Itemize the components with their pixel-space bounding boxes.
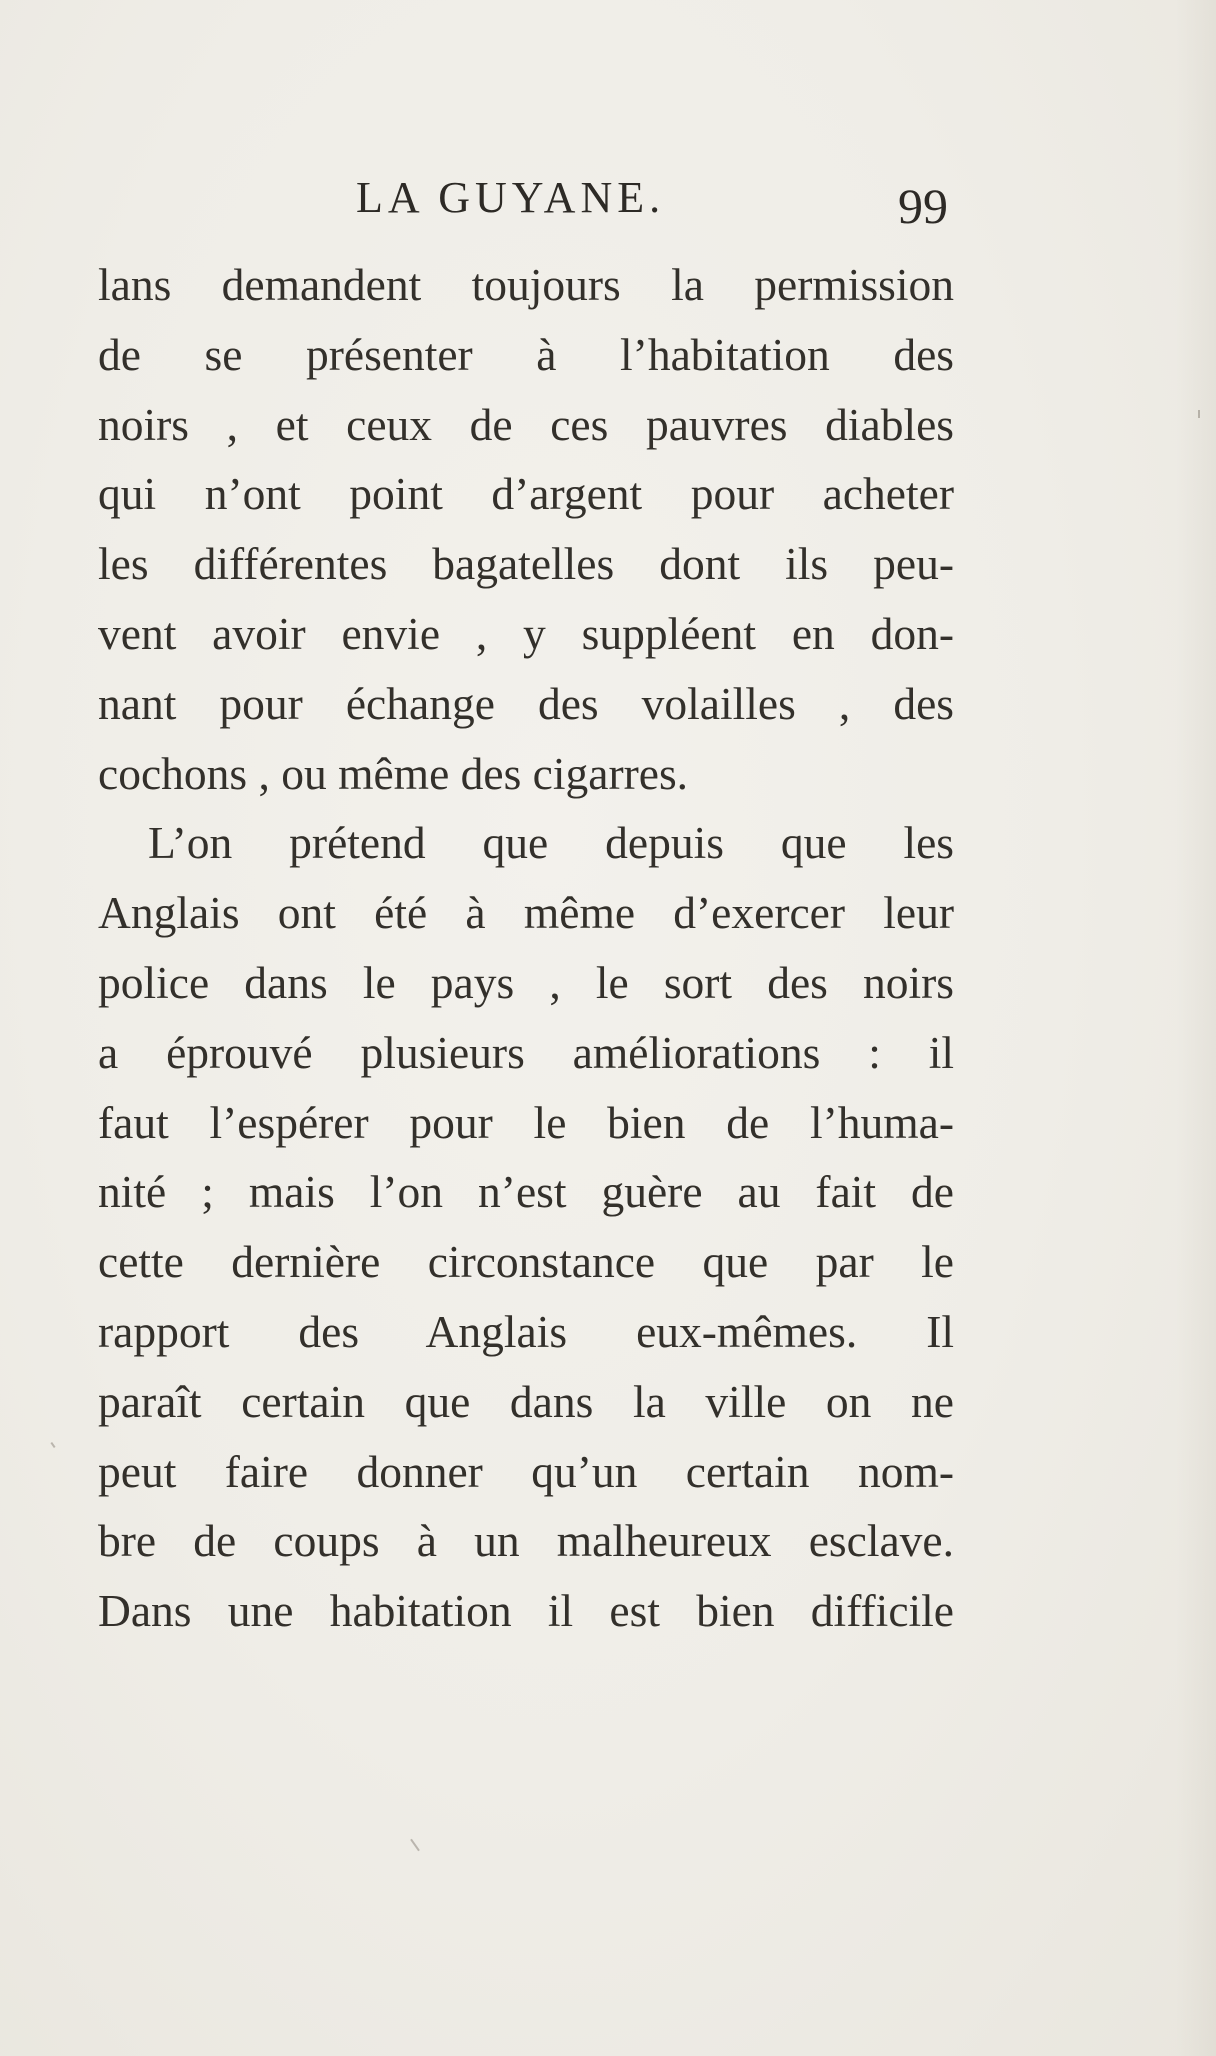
paper-speck bbox=[410, 1839, 420, 1852]
text-line-3: noirs , et ceux de ces pauvres diables bbox=[98, 398, 954, 450]
page-number: 99 bbox=[898, 178, 948, 234]
text-line-11: police dans le pays , le sort des noirs bbox=[98, 956, 954, 1008]
running-title: LA GUYANE. bbox=[356, 173, 666, 222]
text-line-8: cochons , ou même des cigarres. bbox=[98, 747, 689, 799]
text-line-7: nant pour échange des volailles , des bbox=[98, 677, 954, 729]
text-line-6: vent avoir envie , y suppléent en don- bbox=[98, 607, 954, 659]
text-line-17: paraît certain que dans la ville on ne bbox=[98, 1375, 954, 1427]
paper-speck bbox=[1198, 410, 1200, 418]
body-text bbox=[98, 250, 954, 1646]
text-line-14: nité ; mais l’on n’est guère au fait de bbox=[98, 1166, 954, 1218]
text-line-5: les différentes bagatelles dont ils peu- bbox=[98, 538, 954, 590]
text-line-1: lans demandent toujours la permission bbox=[98, 259, 954, 310]
text-line-16: rapport des Anglais eux-mêmes. Il bbox=[98, 1305, 954, 1357]
text-line-20: Dans une habitation il est bien difficile bbox=[98, 1585, 954, 1637]
text-line-10: Anglais ont été à même d’exercer leur bbox=[98, 887, 954, 939]
text-line-2: de se présenter à l’habitation des bbox=[98, 328, 954, 380]
text-line-12: a éprouvé plusieurs améliorations : il bbox=[98, 1026, 954, 1078]
text-line-18: peut faire donner qu’un certain nom- bbox=[98, 1445, 954, 1497]
text-line-9: L’on prétend que depuis que les bbox=[148, 817, 954, 869]
paper-speck bbox=[50, 1442, 55, 1448]
text-line-13: faut l’espérer pour le bien de l’huma- bbox=[98, 1096, 954, 1148]
text-line-19: bre de coups à un malheureux esclave. bbox=[98, 1515, 954, 1567]
page-edge-shading bbox=[1176, 0, 1216, 2056]
text-line-4: qui n’ont point d’argent pour acheter bbox=[98, 468, 954, 520]
text-line-15: cette dernière circonstance que par le bbox=[98, 1236, 954, 1288]
running-head bbox=[0, 168, 1216, 248]
